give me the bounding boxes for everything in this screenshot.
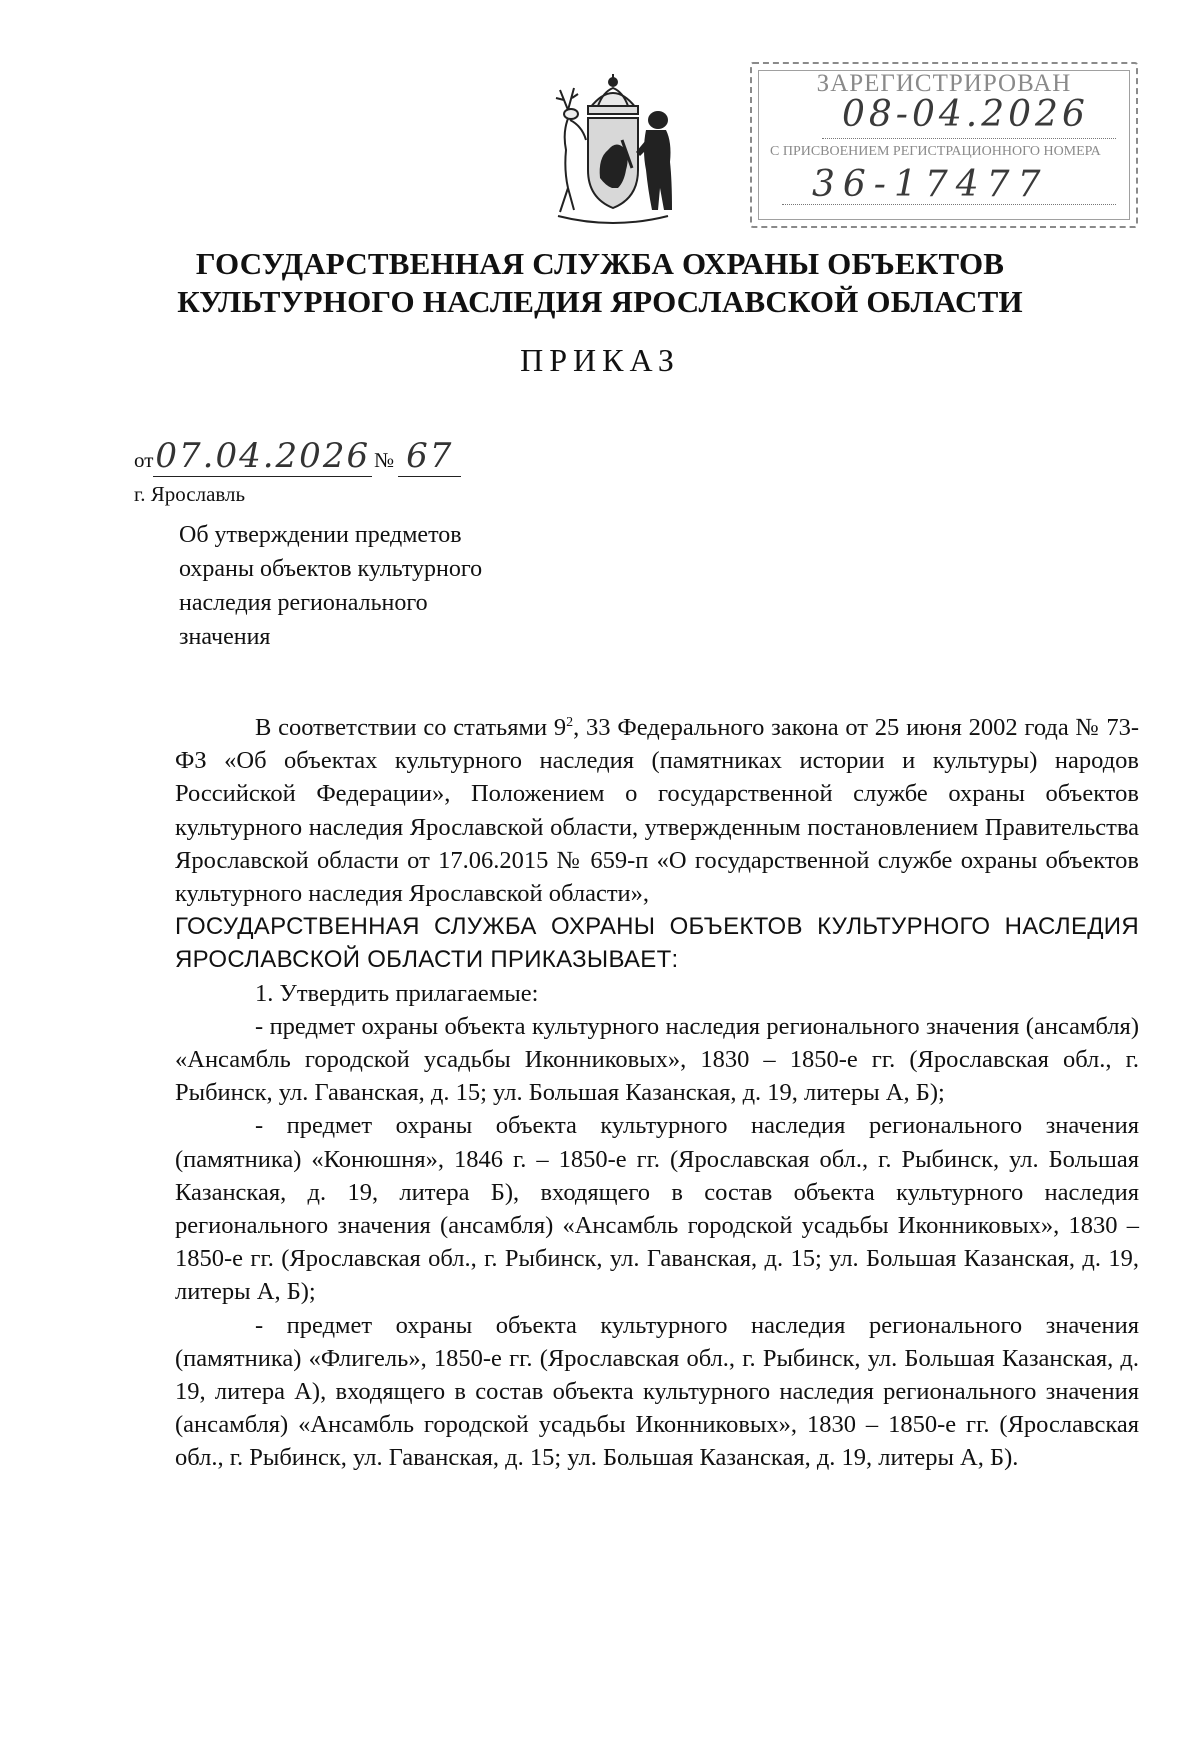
org-name-line2: КУЛЬТУРНОГО НАСЛЕДИЯ ЯРОСЛАВСКОЙ ОБЛАСТИ <box>177 284 1023 319</box>
registration-stamp <box>750 62 1138 228</box>
stamp-date: 08-04.2026 <box>842 94 1089 135</box>
stamp-caption: С ПРИСВОЕНИЕМ РЕГИСТРАЦИОННОГО НОМЕРА <box>770 144 1101 159</box>
article-superscript: 2 <box>566 714 574 730</box>
order-number: 67 <box>398 436 461 477</box>
list-item: - предмет охраны объекта культурного наследия регионального значения (ансамбля) «Ансамбль городской усадьбы Иконниковых», 1830 – 1850-е гг. (Ярославская обл., г. Рыбинск, ул. Гаванская, д. 15; ул. Большая Казанская, д. 19, литеры А, Б); <box>175 1012 1139 1107</box>
order-subject <box>179 518 599 654</box>
num-label: № <box>374 448 395 472</box>
list-item: - предмет охраны объекта культурного наследия регионального значения (памятника) «Флигель», 1850-е гг. (Ярославская обл., г. Рыбинск, ул. Большая Казанская, д. 19, литера А), входящего в состав объекта культурного наследия регионального значения (ансамбля) «Ансамбль городской усадьбы Иконниковых», 1830 – 1850-е гг. (Ярославская обл., г. Рыбинск, ул. Гаванская, д. 15; ул. Большая Казанская, д. 19, литеры А, Б). <box>175 1311 1139 1472</box>
city: г. Ярославль <box>134 482 246 506</box>
order-phrase: ГОСУДАРСТВЕННАЯ СЛУЖБА ОХРАНЫ ОБЪЕКТОВ КУЛЬТУРНОГО НАСЛЕДИЯ ЯРОСЛАВСКОЙ ОБЛАСТИ ПРИКАЗЫВАЕТ: <box>175 913 1139 974</box>
coat-of-arms-icon <box>538 70 688 230</box>
org-name-line1: ГОСУДАРСТВЕННАЯ СЛУЖБА ОХРАНЫ ОБЪЕКТОВ <box>195 246 1005 281</box>
subject-line: наследия регионального <box>179 590 428 616</box>
preamble-paragraph <box>175 711 1139 910</box>
order-body <box>175 711 1139 1475</box>
order-date-number <box>134 436 461 477</box>
subject-line: охраны объектов культурного <box>179 556 483 582</box>
preamble-start: В соответствии со статьями 9 <box>255 714 567 741</box>
document-type: ПРИКАЗ <box>520 342 680 378</box>
preamble-rest: , 33 Федерального закона от 25 июня 2002 года № 73-ФЗ «Об объектах культурного наследия (памятниках истории и культуры) народов Российской Федерации», Положением о государственной службе охраны объектов культурного наследия Ярославской области, утвержденным постановлением Правительства Ярославской области от 17.06.2015 № 659-п «О государственной службе охраны объектов культурного наследия Ярославской области», <box>175 714 1139 908</box>
item-1: 1. Утвердить прилагаемые: <box>255 979 539 1007</box>
ot-label: от <box>134 448 154 472</box>
stamp-number: 36-17477 <box>812 164 1049 205</box>
subject-line: значения <box>179 624 271 650</box>
order-date: 07.04.2026 <box>155 436 371 476</box>
stamp-title: ЗАРЕГИСТРИРОВАН <box>816 70 1072 97</box>
subject-line: Об утверждении предметов <box>179 522 462 548</box>
stamp-divider <box>822 138 1116 139</box>
list-item: - предмет охраны объекта культурного наследия регионального значения (памятника) «Конюшня», 1846 г. – 1850-е гг. (Ярославская обл., г. Рыбинск, ул. Большая Казанская, д. 19, литера Б), входящего в состав объекта культурного наследия регионального значения (ансамбля) «Ансамбль городской усадьбы Иконниковых», 1830 – 1850-е гг. (Ярославская обл., г. Рыбинск, ул. Гаванская, д. 15; ул. Большая Казанская, д. 19, литеры А, Б); <box>175 1112 1139 1306</box>
stamp-divider <box>782 204 1116 205</box>
